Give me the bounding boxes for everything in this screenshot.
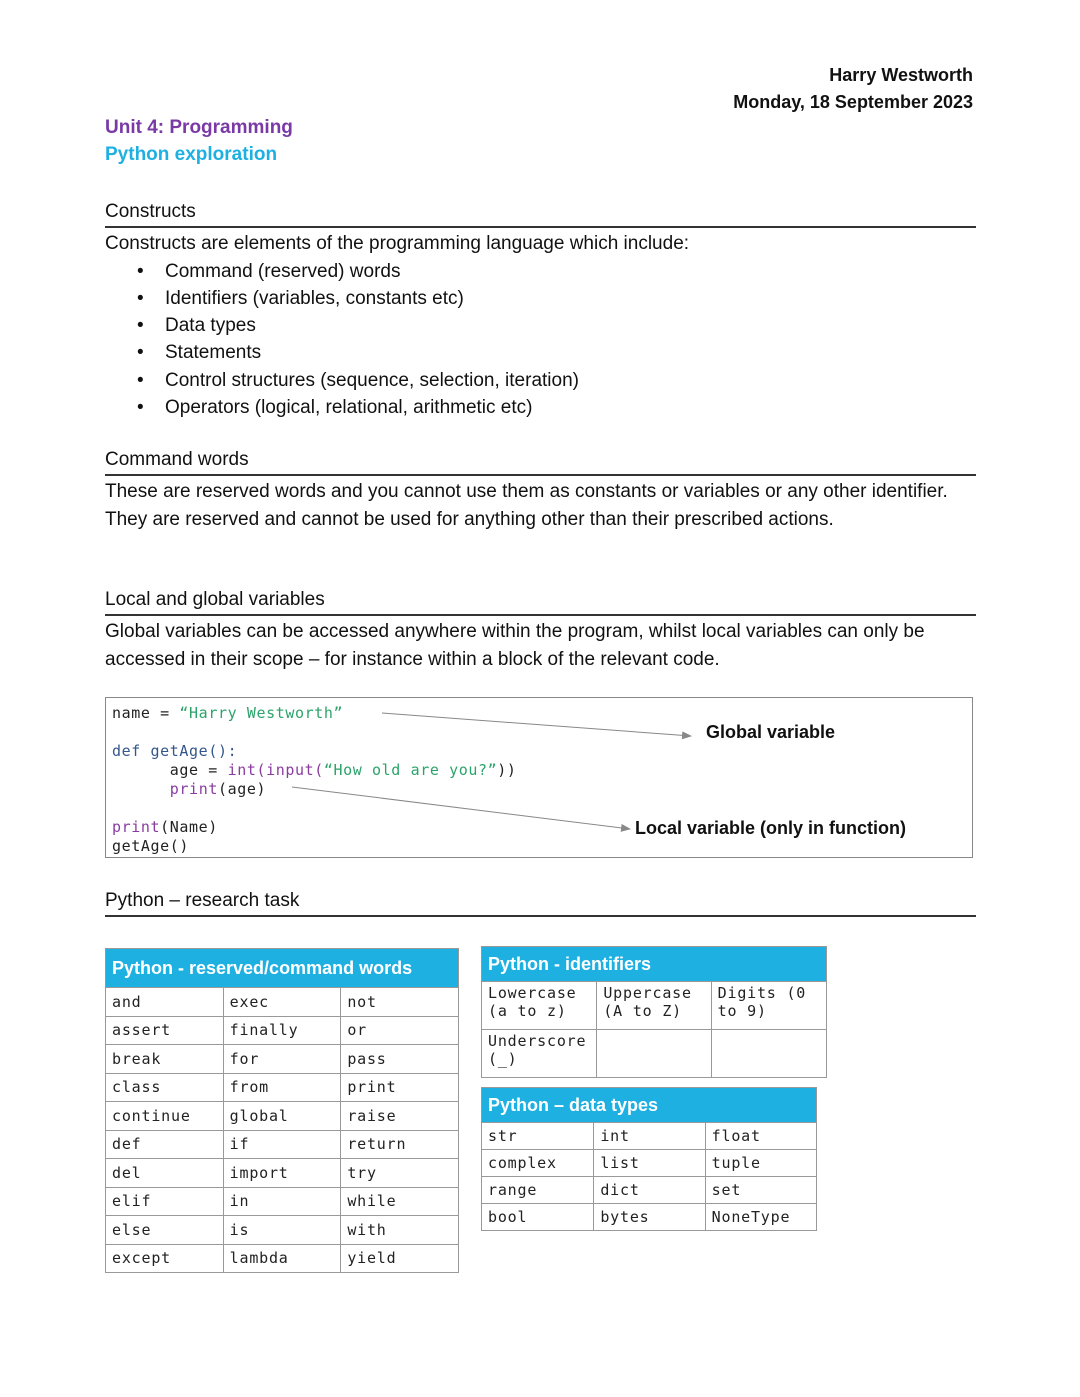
table-cell: dict [594,1177,705,1204]
reserved-words-table [105,948,459,1273]
list-item: • Identifiers (variables, constants etc) [105,285,976,312]
table-cell: str [482,1123,594,1150]
table-row [482,1177,817,1204]
document-date: Monday, 18 September 2023 [733,92,973,112]
identifiers-table [481,946,827,1078]
table-cell: for [223,1045,341,1074]
table-cell: else [106,1216,224,1245]
table-cell: class [106,1073,224,1102]
table-cell: assert [106,1016,224,1045]
table-cell: exec [223,988,341,1017]
list-item: • Control structures (sequence, selection, iteration) [105,367,976,394]
table-cell: bool [482,1204,594,1231]
constructs-list [105,258,976,422]
table-cell: while [341,1187,459,1216]
constructs-section [105,199,976,421]
table-cell: with [341,1216,459,1245]
table-row [106,1130,459,1159]
table-row [106,1244,459,1273]
bullet-icon: • [137,315,144,337]
table-title: Python - reserved/command words [106,949,459,988]
table-cell: return [341,1130,459,1159]
table-cell: pass [341,1045,459,1074]
constructs-intro: Constructs are elements of the programming language which include: [105,233,690,254]
sub-title: Python exploration [105,144,278,165]
table-row [106,1216,459,1245]
table-cell: NoneType [705,1204,816,1231]
table-cell: set [705,1177,816,1204]
table-row [106,988,459,1017]
table-cell: float [705,1123,816,1150]
unit-title: Unit 4: Programming [105,117,293,138]
list-item: • Statements [105,339,976,366]
variables-body: Global variables can be accessed anywhere within the program, whilst local variables can only be accessed in their scope – for instance within a block of the relevant code. [105,621,925,670]
table-cell [597,1030,711,1078]
table-title: Python - identifiers [482,947,827,982]
table-cell: Digits (0 to 9) [711,982,826,1030]
table-cell [711,1030,826,1078]
table-cell: def [106,1130,224,1159]
table-title: Python – data types [482,1088,817,1123]
global-variable-label: Global variable [706,722,836,742]
table-cell: tuple [705,1150,816,1177]
bullet-icon: • [137,342,144,364]
table-cell: is [223,1216,341,1245]
list-item: • Command (reserved) words [105,258,976,285]
local-variable-label: Local variable (only in function) [635,818,907,838]
table-row [106,1159,459,1188]
author-name: Harry Westworth [829,65,973,85]
table-row [106,1102,459,1131]
table-cell: break [106,1045,224,1074]
table-cell: if [223,1130,341,1159]
code-example-box [105,697,973,858]
table-row [106,1016,459,1045]
table-row [482,982,827,1030]
table-cell: Lowercase (a to z) [482,982,597,1030]
list-item: • Data types [105,312,976,339]
table-cell: Uppercase (A to Z) [597,982,711,1030]
table-cell: int [594,1123,705,1150]
table-cell: Underscore (_) [482,1030,597,1078]
author-block [733,62,973,116]
table-row [106,1045,459,1074]
bullet-icon: • [137,260,144,282]
research-section [105,888,976,917]
table-cell: range [482,1177,594,1204]
table-cell: except [106,1244,224,1273]
table-row [482,1150,817,1177]
list-item: • Operators (logical, relational, arithmetic etc) [105,394,976,421]
table-cell: global [223,1102,341,1131]
table-cell: bytes [594,1204,705,1231]
table-cell: print [341,1073,459,1102]
table-cell: in [223,1187,341,1216]
table-cell: list [594,1150,705,1177]
section-heading: Local and global variables [105,587,976,616]
command-words-section [105,447,976,533]
data-types-table [481,1087,817,1231]
table-cell: del [106,1159,224,1188]
table-row [482,1204,817,1231]
table-cell: complex [482,1150,594,1177]
code-snippet: name = “Harry Westworth” def getAge(): age = int(input(“How old are you?”)) print(age) print(Name) getAge() [112,704,517,855]
section-heading: Python – research task [105,888,976,917]
bullet-icon: • [137,369,144,391]
table-cell: elif [106,1187,224,1216]
table-cell: lambda [223,1244,341,1273]
table-cell: or [341,1016,459,1045]
table-row [482,1123,817,1150]
section-heading: Constructs [105,199,976,228]
table-row [106,1073,459,1102]
table-row [482,1030,827,1078]
table-cell: try [341,1159,459,1188]
table-cell: finally [223,1016,341,1045]
table-row [106,1187,459,1216]
table-cell: and [106,988,224,1017]
table-cell: raise [341,1102,459,1131]
command-words-body: These are reserved words and you cannot use them as constants or variables or any other identifier. They are reserved and cannot be used for anything other than their prescribed actions. [105,481,948,530]
bullet-icon: • [137,396,144,418]
bullet-icon: • [137,287,144,309]
table-cell: not [341,988,459,1017]
table-cell: from [223,1073,341,1102]
table-cell: yield [341,1244,459,1273]
section-heading: Command words [105,447,976,476]
table-cell: continue [106,1102,224,1131]
variables-section [105,587,976,673]
table-cell: import [223,1159,341,1188]
